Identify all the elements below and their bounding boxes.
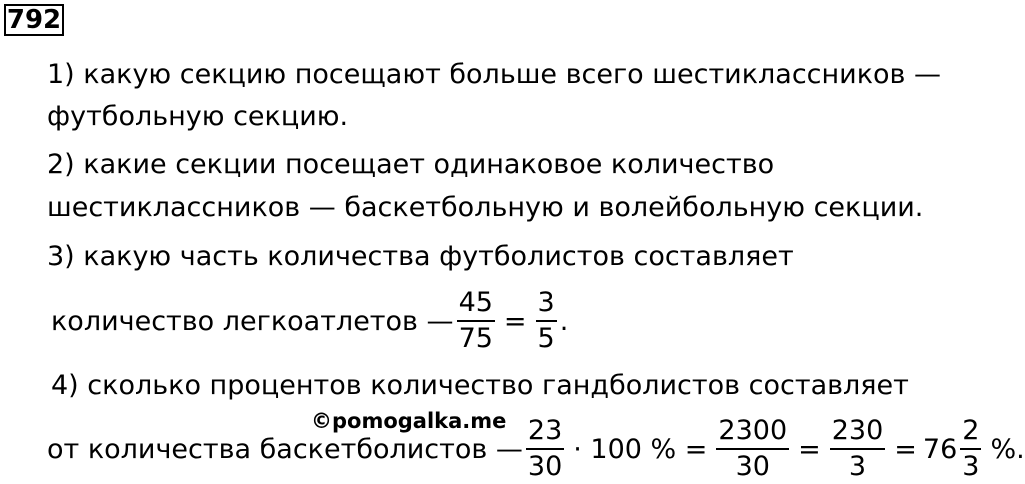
task-number: 792	[4, 4, 64, 36]
answer-line-4: шестиклассников — баскетбольную и волейбольную секции.	[47, 192, 924, 223]
multiply-percent: · 100 % =	[573, 433, 708, 465]
fraction-denominator: 75	[458, 323, 493, 354]
fraction-denominator: 3	[848, 451, 867, 482]
fraction-denominator: 30	[735, 451, 770, 482]
fraction-3-5	[536, 286, 557, 356]
fraction-denominator: 5	[537, 323, 555, 354]
fraction-2-3	[960, 414, 981, 484]
fraction-numerator: 45	[458, 287, 493, 318]
fraction-numerator: 3	[537, 287, 555, 318]
answer-line-1: 1) какую секцию посещают больше всего шестиклассников —	[47, 59, 942, 90]
fraction-230-3	[830, 414, 886, 484]
answer-line-7: 4) сколько процентов количество гандболистов составляет	[51, 370, 909, 401]
equation-2-suffix: %.	[990, 433, 1025, 465]
equation-1	[51, 286, 568, 356]
equation-2-prefix: от количества баскетболистов —	[47, 433, 523, 465]
equals-sign: =	[503, 305, 527, 337]
mixed-whole: 76	[922, 433, 958, 465]
fraction-23-30	[526, 414, 564, 484]
answer-line-3: 2) какие секции посещает одинаковое количество	[47, 149, 775, 180]
equals-sign: =	[894, 433, 917, 465]
fraction-denominator: 3	[962, 451, 980, 482]
equation-1-suffix: .	[559, 305, 569, 337]
watermark: ©pomogalka.me	[311, 409, 507, 433]
equation-1-prefix: количество легкоатлетов —	[51, 305, 454, 337]
answer-line-2: футбольную секцию.	[47, 101, 349, 132]
fraction-denominator: 30	[527, 451, 563, 482]
fraction-numerator: 23	[527, 415, 563, 446]
fraction-numerator: 230	[831, 415, 884, 446]
fraction-45-75	[457, 286, 495, 356]
equals-sign: =	[798, 433, 821, 465]
equation-2	[47, 414, 1025, 484]
mixed-number	[923, 414, 985, 484]
fraction-2300-30	[716, 414, 789, 484]
answer-line-5: 3) какую часть количества футболистов составляет	[47, 241, 794, 272]
fraction-numerator: 2300	[718, 415, 788, 446]
fraction-numerator: 2	[962, 415, 980, 446]
